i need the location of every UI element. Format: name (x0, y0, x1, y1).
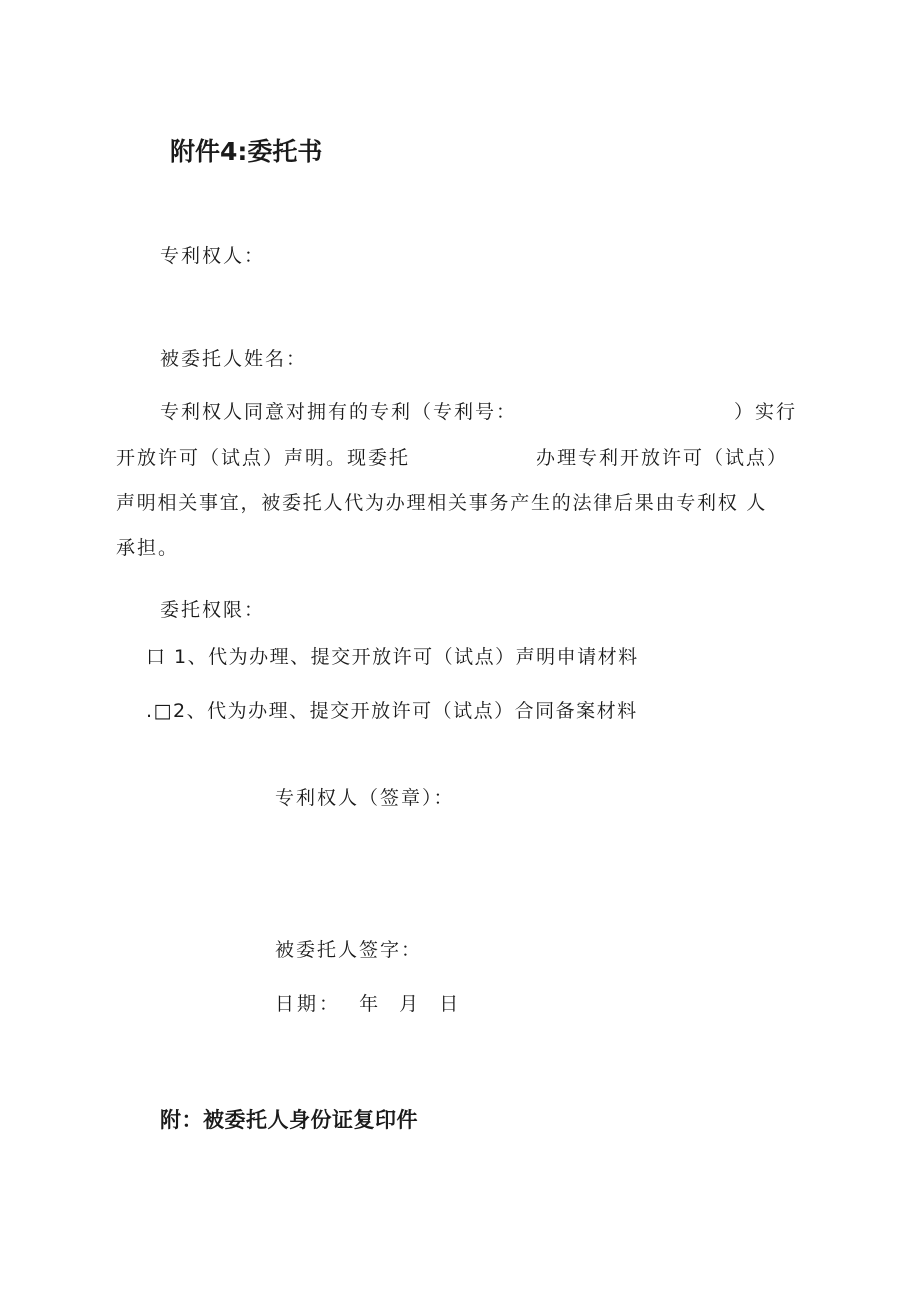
trustee-sign-label: 被委托人签字： (275, 939, 423, 961)
patentee-seal-label: 专利权人（签章）： (275, 787, 455, 809)
body-line-4: 承担。 (116, 537, 180, 559)
body-line-2-right: 办理专利开放许可（试点） (536, 447, 789, 469)
scope-label: 委托权限： (160, 599, 266, 621)
document-title: 附件4:委托书 (170, 137, 323, 166)
appendix-note: 附：被委托人身份证复印件 (160, 1108, 418, 1132)
body-line-2-left: 开放许可（试点）声明。现委托 (116, 447, 411, 469)
scope-option-2: .□2、代为办理、提交开放许可（试点）合同备案材料 (146, 700, 638, 722)
date-label: 日期： 年 月 日 (275, 993, 462, 1015)
body-line-1-right: ）实行 (734, 401, 798, 423)
trustee-name-label: 被委托人姓名： (160, 348, 308, 370)
body-line-1-left: 专利权人同意对拥有的专利（专利号： (160, 401, 518, 423)
scope-option-1: 口 1、代为办理、提交开放许可（试点）声明申请材料 (146, 646, 639, 668)
patentee-label: 专利权人： (160, 245, 266, 267)
body-line-3: 声明相关事宜，被委托人代为办理相关事务产生的法律后果由专利权 人 (116, 492, 768, 514)
